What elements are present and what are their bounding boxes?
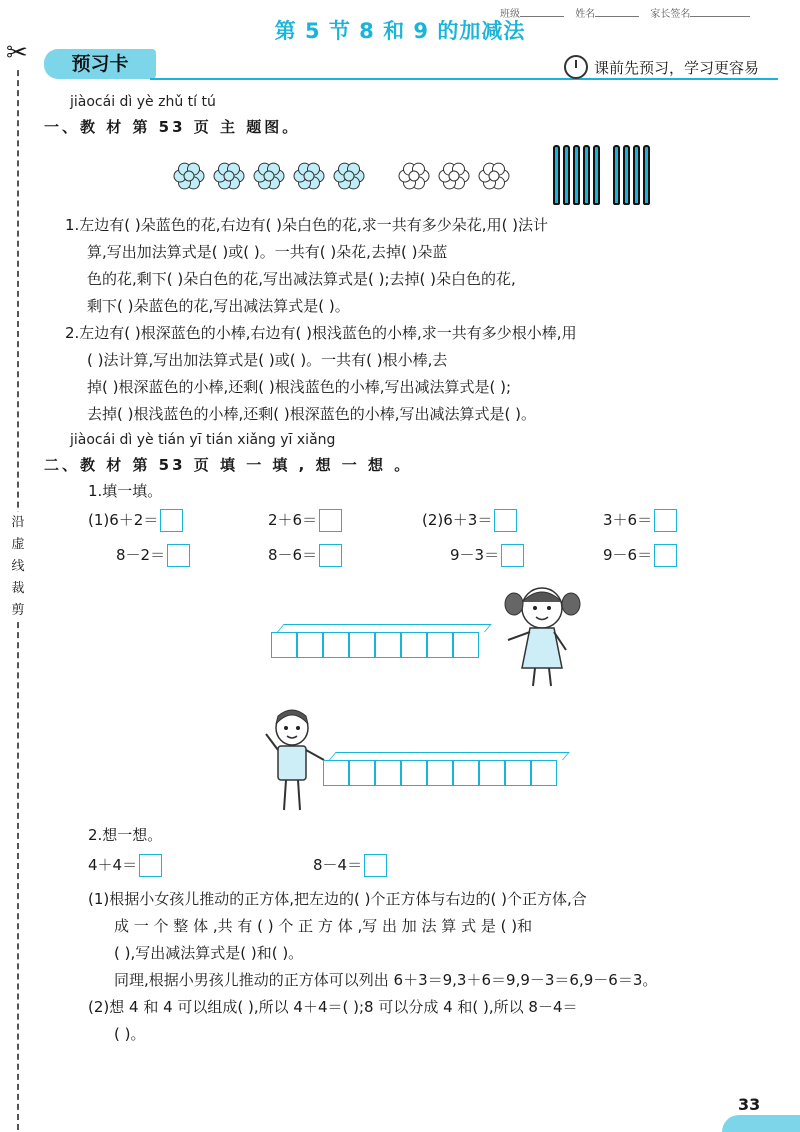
- think-question1: [88, 886, 780, 994]
- cube: [453, 632, 479, 658]
- answer-box[interactable]: [319, 544, 342, 567]
- dark-stick: [583, 145, 590, 205]
- answer-box[interactable]: [654, 509, 677, 532]
- cube: [401, 632, 427, 658]
- eq-text: 4＋4＝: [88, 856, 138, 874]
- sticks-illustration: [553, 145, 673, 209]
- answer-box[interactable]: [654, 544, 677, 567]
- eq-text: 3＋6＝: [603, 511, 653, 529]
- page-number: 33: [738, 1095, 761, 1114]
- cube: [505, 760, 531, 786]
- answer-box[interactable]: [319, 509, 342, 532]
- answer-box[interactable]: [494, 509, 517, 532]
- blue-flower: [294, 163, 324, 189]
- fill-eq: [268, 544, 342, 567]
- parent-sign-label: 家长签名: [650, 9, 691, 20]
- girl-illustration: [500, 580, 585, 692]
- white-flower: [439, 163, 469, 189]
- eq-text: (1)6＋2＝: [88, 511, 159, 529]
- cube-top-face: [277, 624, 492, 632]
- cut-char: 沿: [11, 515, 25, 530]
- cube: [375, 632, 401, 658]
- white-flower: [479, 163, 509, 189]
- banner-rule: [150, 78, 778, 80]
- page-title: 第 5 节 8 和 9 的加减法: [274, 19, 526, 43]
- text-line: (2)想 4 和 4 可以组成( ),所以 4＋4＝( );8 可以分成 4 和( ),所以 8－4＝: [88, 998, 578, 1016]
- fill-eq: [603, 509, 677, 532]
- eq-text: (2)6＋3＝: [422, 511, 493, 529]
- answer-box[interactable]: [160, 509, 183, 532]
- cube: [427, 760, 453, 786]
- dark-stick: [573, 145, 580, 205]
- cube: [401, 760, 427, 786]
- cube: [453, 760, 479, 786]
- blue-flower: [254, 163, 284, 189]
- light-stick: [613, 145, 620, 205]
- fill-eq: [116, 544, 190, 567]
- dark-stick: [563, 145, 570, 205]
- cube: [531, 760, 557, 786]
- fill-eq: [422, 509, 517, 532]
- cube: [297, 632, 323, 658]
- section1-heading: 一、教 材 第 53 页 主 题图。: [44, 118, 301, 136]
- blue-flower: [174, 163, 204, 189]
- text-line: 成 一 个 整 体 ,共 有 ( ) 个 正 方 体 ,写 出 加 法 算 式 是 ( )和: [114, 917, 533, 935]
- cube-row-boy: [323, 760, 557, 786]
- cube-top-face: [329, 752, 570, 760]
- fill-eq: [450, 544, 524, 567]
- preview-card-banner: 预习卡: [44, 49, 156, 79]
- cut-char: 裁: [11, 581, 25, 596]
- text-line: (1)根据小女孩儿推动的正方体,把左边的( )个正方体与右边的( )个正方体,合: [88, 890, 587, 908]
- text-line: 去掉( )根浅蓝色的小棒,还剩( )根深蓝色的小棒,写出减法算式是( )。: [87, 405, 536, 423]
- cube: [271, 632, 297, 658]
- section1-pinyin: jiàocái dì yè zhǔ tí tú: [70, 94, 216, 110]
- blue-flower: [334, 163, 364, 189]
- section1-question1: [65, 212, 780, 320]
- think-title: 2.想一想。: [88, 826, 163, 844]
- text-line: 算,写出加法算式是( )或( )。一共有( )朵花,去掉( )朵蓝: [87, 243, 448, 261]
- fill-eq: [268, 509, 342, 532]
- name-label: 姓名: [575, 9, 596, 20]
- scissors-icon: ✂: [6, 38, 28, 68]
- blue-flower: [214, 163, 244, 189]
- light-stick: [623, 145, 630, 205]
- cube: [479, 760, 505, 786]
- text-line: 1.左边有( )朵蓝色的花,右边有( )朵白色的花,求一共有多少朵花,用( )法计: [65, 216, 549, 234]
- cube: [323, 760, 349, 786]
- section2-pinyin: jiàocái dì yè tián yī tián xiǎng yī xiǎng: [70, 432, 336, 448]
- text-line: ( )法计算,写出加法算式是( )或( )。一共有( )根小棒,去: [87, 351, 448, 369]
- eq-text: 9－6＝: [603, 546, 653, 564]
- section2-heading: 二、教 材 第 53 页 填 一 填 , 想 一 想 。: [44, 456, 413, 474]
- text-line: 同理,根据小男孩儿推动的正方体可以列出 6＋3＝9,3＋6＝9,9－3＝6,9－6＝3。: [114, 971, 658, 989]
- text-line: 2.左边有( )根深蓝色的小棒,右边有( )根浅蓝色的小棒,求一共有多少根小棒,用: [65, 324, 577, 342]
- dark-stick: [553, 145, 560, 205]
- text-line: ( ),写出减法算式是( )和( )。: [114, 944, 304, 962]
- motto: 课前先预习，学习更容易: [594, 59, 760, 77]
- fill-title: 1.填一填。: [88, 482, 163, 500]
- eq-text: 9－3＝: [450, 546, 500, 564]
- text-line: ( )。: [114, 1025, 146, 1043]
- eq-text: 8－6＝: [268, 546, 318, 564]
- answer-box[interactable]: [167, 544, 190, 567]
- cube-row-girl: [271, 632, 479, 658]
- cut-instruction: [9, 512, 27, 622]
- cube: [349, 760, 375, 786]
- light-stick: [633, 145, 640, 205]
- answer-box[interactable]: [364, 854, 387, 877]
- white-flower: [399, 163, 429, 189]
- page-corner: [722, 1115, 800, 1132]
- answer-box[interactable]: [139, 854, 162, 877]
- answer-box[interactable]: [501, 544, 524, 567]
- text-line: 剩下( )朵蓝色的花,写出减法算式是( )。: [87, 297, 350, 315]
- cube: [349, 632, 375, 658]
- eq-text: 8－2＝: [116, 546, 166, 564]
- think-question2: [88, 994, 780, 1048]
- flowers-illustration: [172, 160, 532, 192]
- alarm-clock-icon: [564, 55, 588, 79]
- cube: [323, 632, 349, 658]
- cut-char: 线: [11, 559, 25, 574]
- text-line: 色的花,剩下( )朵白色的花,写出减法算式是( );去掉( )朵白色的花,: [87, 270, 516, 288]
- dark-stick: [593, 145, 600, 205]
- class-label: 班级: [500, 9, 520, 20]
- boy-illustration: [262, 706, 328, 818]
- think-eq: [313, 854, 387, 877]
- fill-eq: [88, 509, 183, 532]
- cut-char: 剪: [11, 603, 25, 618]
- cube: [427, 632, 453, 658]
- fill-eq: [603, 544, 677, 567]
- cut-char: 虚: [11, 537, 25, 552]
- eq-text: 8－4＝: [313, 856, 363, 874]
- eq-text: 2＋6＝: [268, 511, 318, 529]
- think-eq: [88, 854, 162, 877]
- text-line: 掉( )根深蓝色的小棒,还剩( )根浅蓝色的小棒,写出减法算式是( );: [87, 378, 512, 396]
- section1-question2: [65, 320, 780, 428]
- cube: [375, 760, 401, 786]
- light-stick: [643, 145, 650, 205]
